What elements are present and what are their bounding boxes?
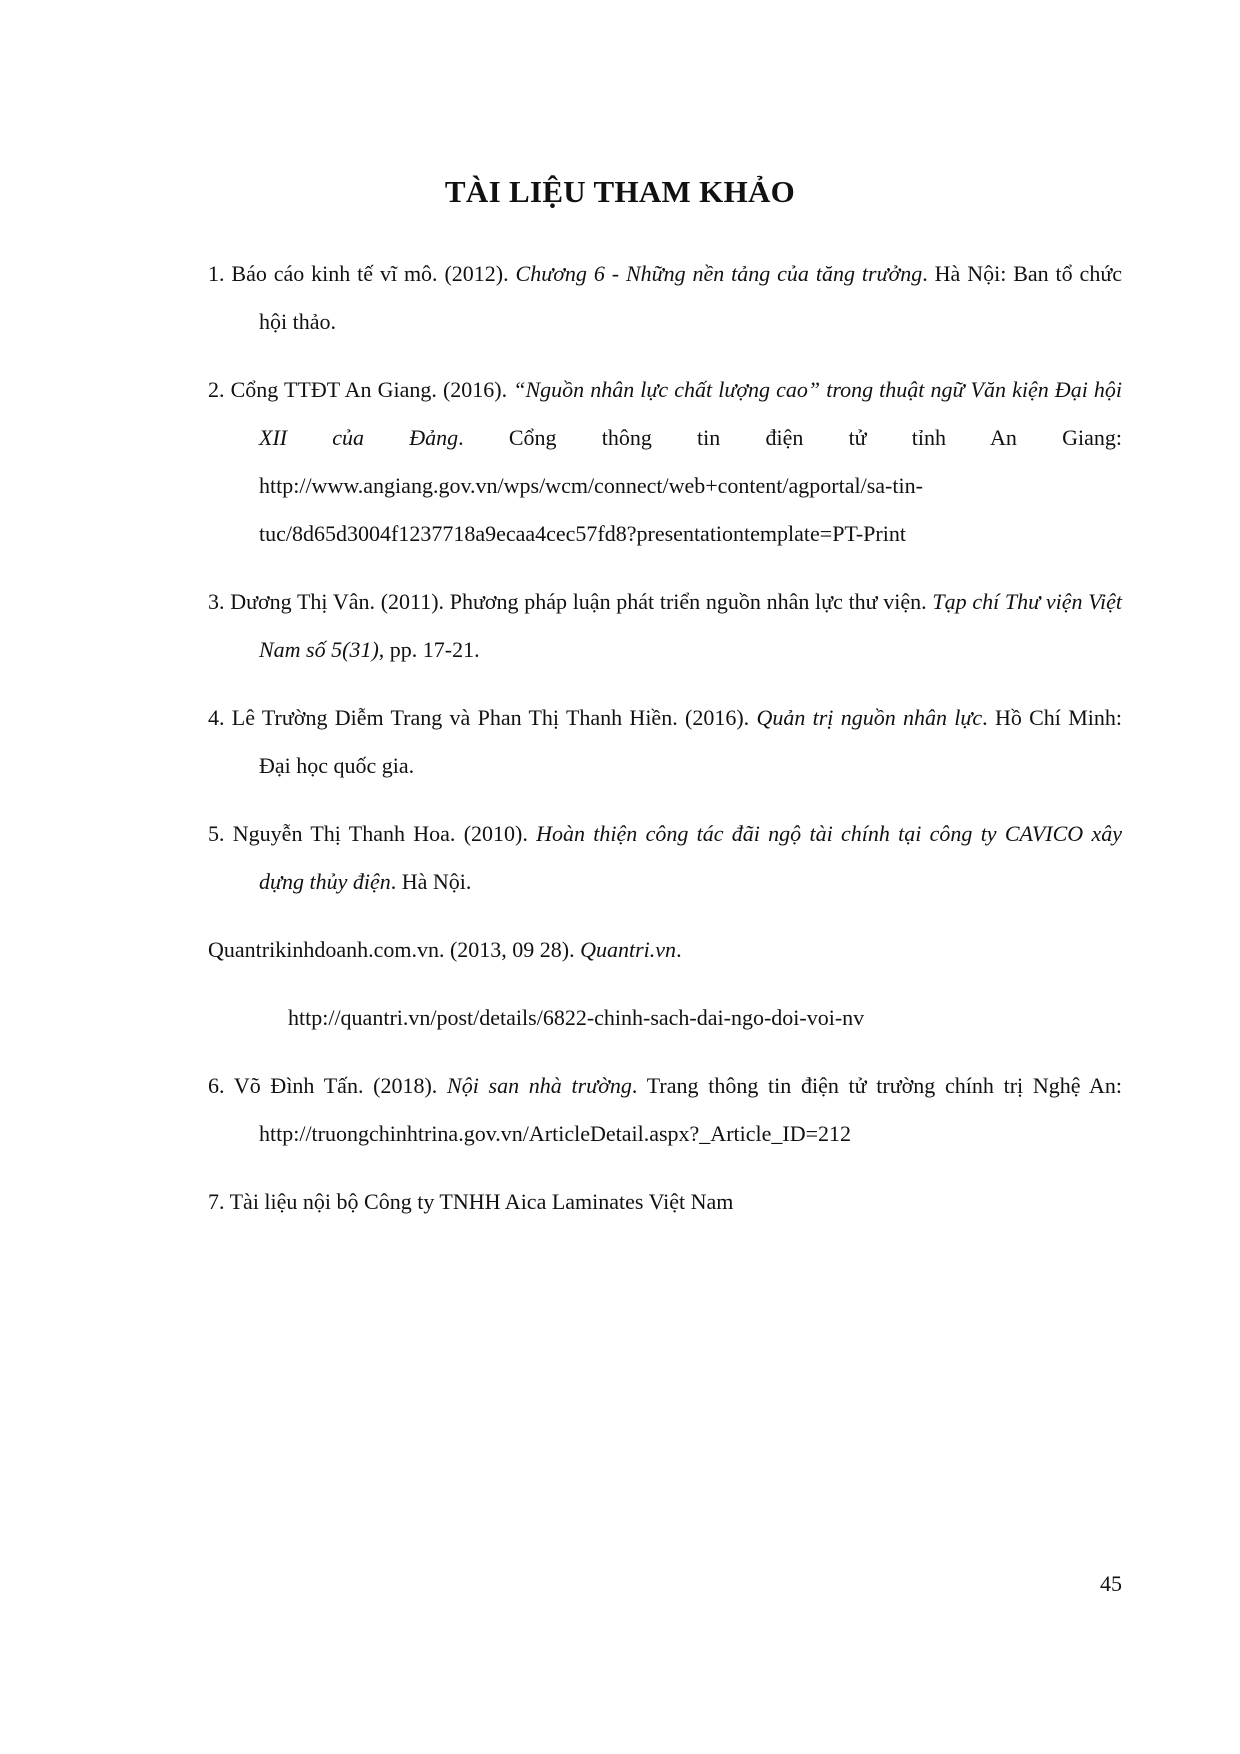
reference-author: Báo cáo kinh tế vĩ mô. (2012). [231,261,516,286]
reference-title: Quantri.vn [580,937,677,962]
reference-title: Chương 6 - Những nền tảng của tăng trưởng [515,261,923,286]
reference-item [208,578,1122,674]
reference-title: “Nguồn nhân lực chất lượng cao” trong thuật ngữ Văn kiện Đại hội XII của Đảng [259,377,1123,450]
reference-item [208,810,1122,906]
reference-url: http://quantri.vn/post/details/6822-chinh-sach-dai-ngo-doi-voi-nv [288,1005,865,1030]
reference-item [208,366,1122,558]
reference-details: . Hồ Chí Minh: Đại học quốc gia. [259,705,1122,778]
reference-author: Võ Đình Tấn. (2018). [233,1073,448,1098]
reference-author: Cổng TTĐT An Giang. (2016). [230,377,514,402]
reference-item [208,250,1122,346]
reference-number: 1. [208,261,225,286]
reference-details: . Hà Nội: Ban tổ chức hội thảo. [259,261,1123,334]
reference-number: 5. [208,821,225,846]
reference-author: Tài liệu nội bộ Công ty TNHH Aica Laminates Việt Nam [229,1189,734,1214]
reference-item [208,1178,1122,1226]
page-title: TÀI LIỆU THAM KHẢO [444,174,796,209]
reference-author: Nguyễn Thị Thanh Hoa. (2010). [232,821,537,846]
reference-details: . Cổng thông tin điện tử tỉnh An Giang: http://www.angiang.gov.vn/wps/wcm/connect/web+content/agportal/sa-tin-tuc/8d65d3004f1237718a9ecaa4cec57fd8?presentationtemplate=PT-Print [259,425,1122,546]
reference-details: . Trang thông tin điện tử trường chính trị Nghệ An: http://truongchinhtrina.gov.vn/ArticleDetail.aspx?_Article_ID=212 [259,1073,1122,1146]
reference-number: 2. [208,377,225,402]
reference-item [208,926,1122,974]
reference-author: Dương Thị Vân. (2011). Phương pháp luận phát triển nguồn nhân lực thư viện. [230,589,933,614]
reference-item [208,694,1122,790]
reference-item [208,1062,1122,1158]
reference-title: Tạp chí Thư viện Việt Nam số 5(31) [259,589,1123,662]
reference-number: 6. [208,1073,225,1098]
reference-number: 7. [208,1189,225,1214]
reference-details: , pp. 17-21. [378,637,480,662]
reference-number: 4. [208,705,225,730]
reference-author: Lê Trường Diễm Trang và Phan Thị Thanh Hiền. (2016). [231,705,757,730]
reference-title: Hoàn thiện công tác đãi ngộ tài chính tại công ty CAVICO xây dựng thủy điện [259,821,1123,894]
page-number: 45 [1100,1571,1122,1596]
reference-number: 3. [208,589,225,614]
reference-title: Quản trị nguồn nhân lực [756,705,983,730]
reference-details: . [676,937,682,962]
reference-title: Nội san nhà trường [447,1073,632,1098]
reference-author: Quantrikinhdoanh.com.vn. (2013, 09 28). [208,937,581,962]
reference-details: . Hà Nội. [390,869,472,894]
reference-list [208,250,1122,1246]
